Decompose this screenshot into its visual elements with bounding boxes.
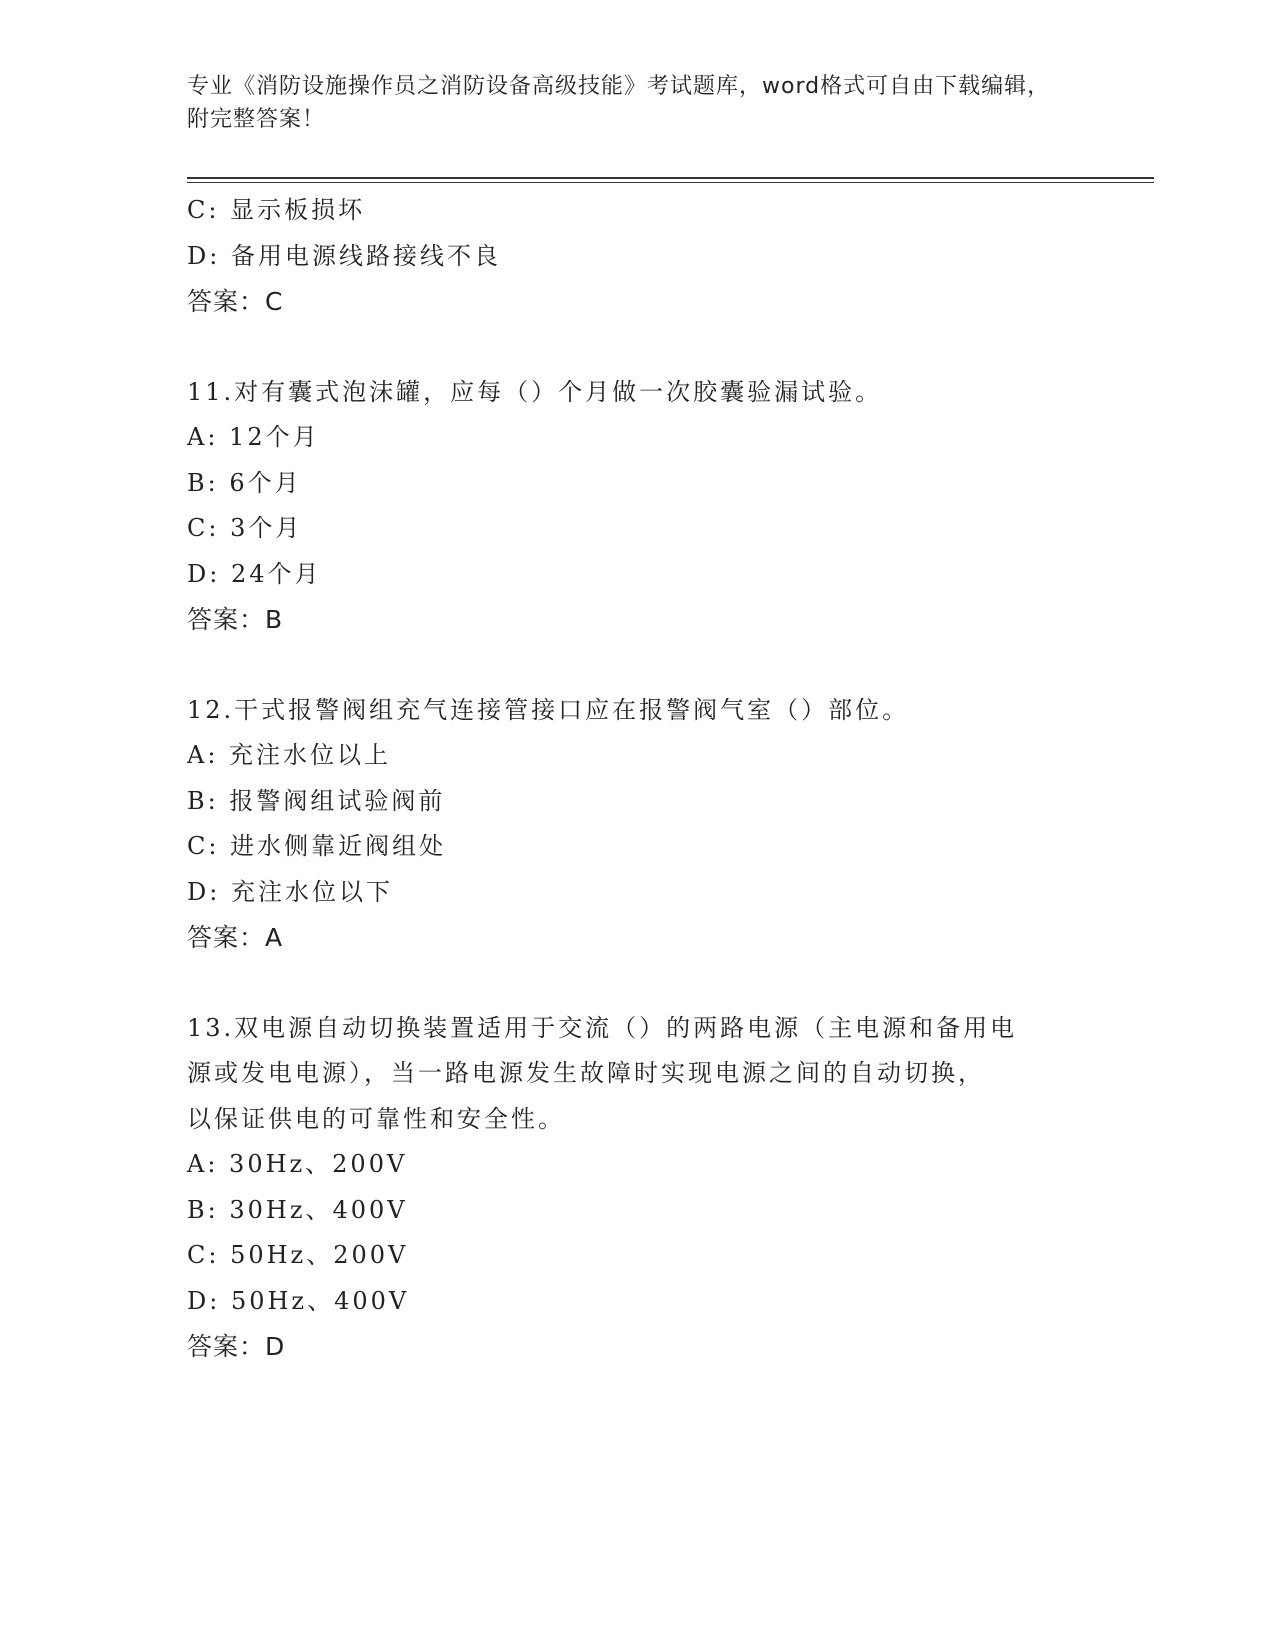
- question-content: [187, 188, 1087, 1370]
- option-b: B: 6个月: [187, 468, 302, 497]
- option-d: D: 24个月: [187, 559, 322, 588]
- option-c: C: 50Hz、200V: [187, 1241, 409, 1269]
- answer-line: 答案：C: [187, 287, 284, 316]
- option-b: B: 30Hz、400V: [187, 1195, 408, 1224]
- question-text: 11.对有囊式泡沫罐，应每（）个月做一次胶囊验漏试验。: [187, 377, 883, 406]
- spacer: [187, 961, 1087, 1006]
- header-divider-thick: [187, 177, 1154, 179]
- question-text-line-2: 源或发电电源），当一路电源发生故障时实现电源之间的自动切换，: [187, 1059, 985, 1087]
- option-d: D: 充注水位以下: [187, 877, 393, 906]
- answer-line: 答案：D: [187, 1332, 286, 1361]
- option-d: D: 备用电源线路接线不良: [187, 241, 501, 270]
- question-text: 12.干式报警阀组充气连接管接口应在报警阀气室（）部位。: [187, 695, 910, 724]
- header-divider-thin: [187, 182, 1154, 183]
- option-a: A: 30Hz、200V: [187, 1150, 408, 1178]
- option-b: B: 报警阀组试验阀前: [187, 786, 446, 815]
- answer-line: 答案：A: [187, 923, 284, 952]
- option-d: D: 50Hz、400V: [187, 1286, 410, 1315]
- option-a: A: 12个月: [187, 423, 320, 451]
- option-c: C: 3个月: [187, 514, 303, 542]
- option-c: C: 显示板损坏: [187, 196, 366, 224]
- question-text-line-1: 13.双电源自动切换装置适用于交流（）的两路电源（主电源和备用电: [187, 1013, 1018, 1042]
- spacer: [187, 325, 1087, 370]
- spacer: [187, 643, 1087, 688]
- question-text-line-3: 以保证供电的可靠性和安全性。: [187, 1104, 565, 1133]
- option-a: A: 充注水位以上: [187, 741, 392, 769]
- answer-line: 答案：B: [187, 605, 284, 634]
- option-c: C: 进水侧靠近阀组处: [187, 832, 447, 860]
- page-header: 专业《消防设施操作员之消防设备高级技能》考试题库，word格式可自由下载编辑，附完整答案！: [187, 74, 1051, 132]
